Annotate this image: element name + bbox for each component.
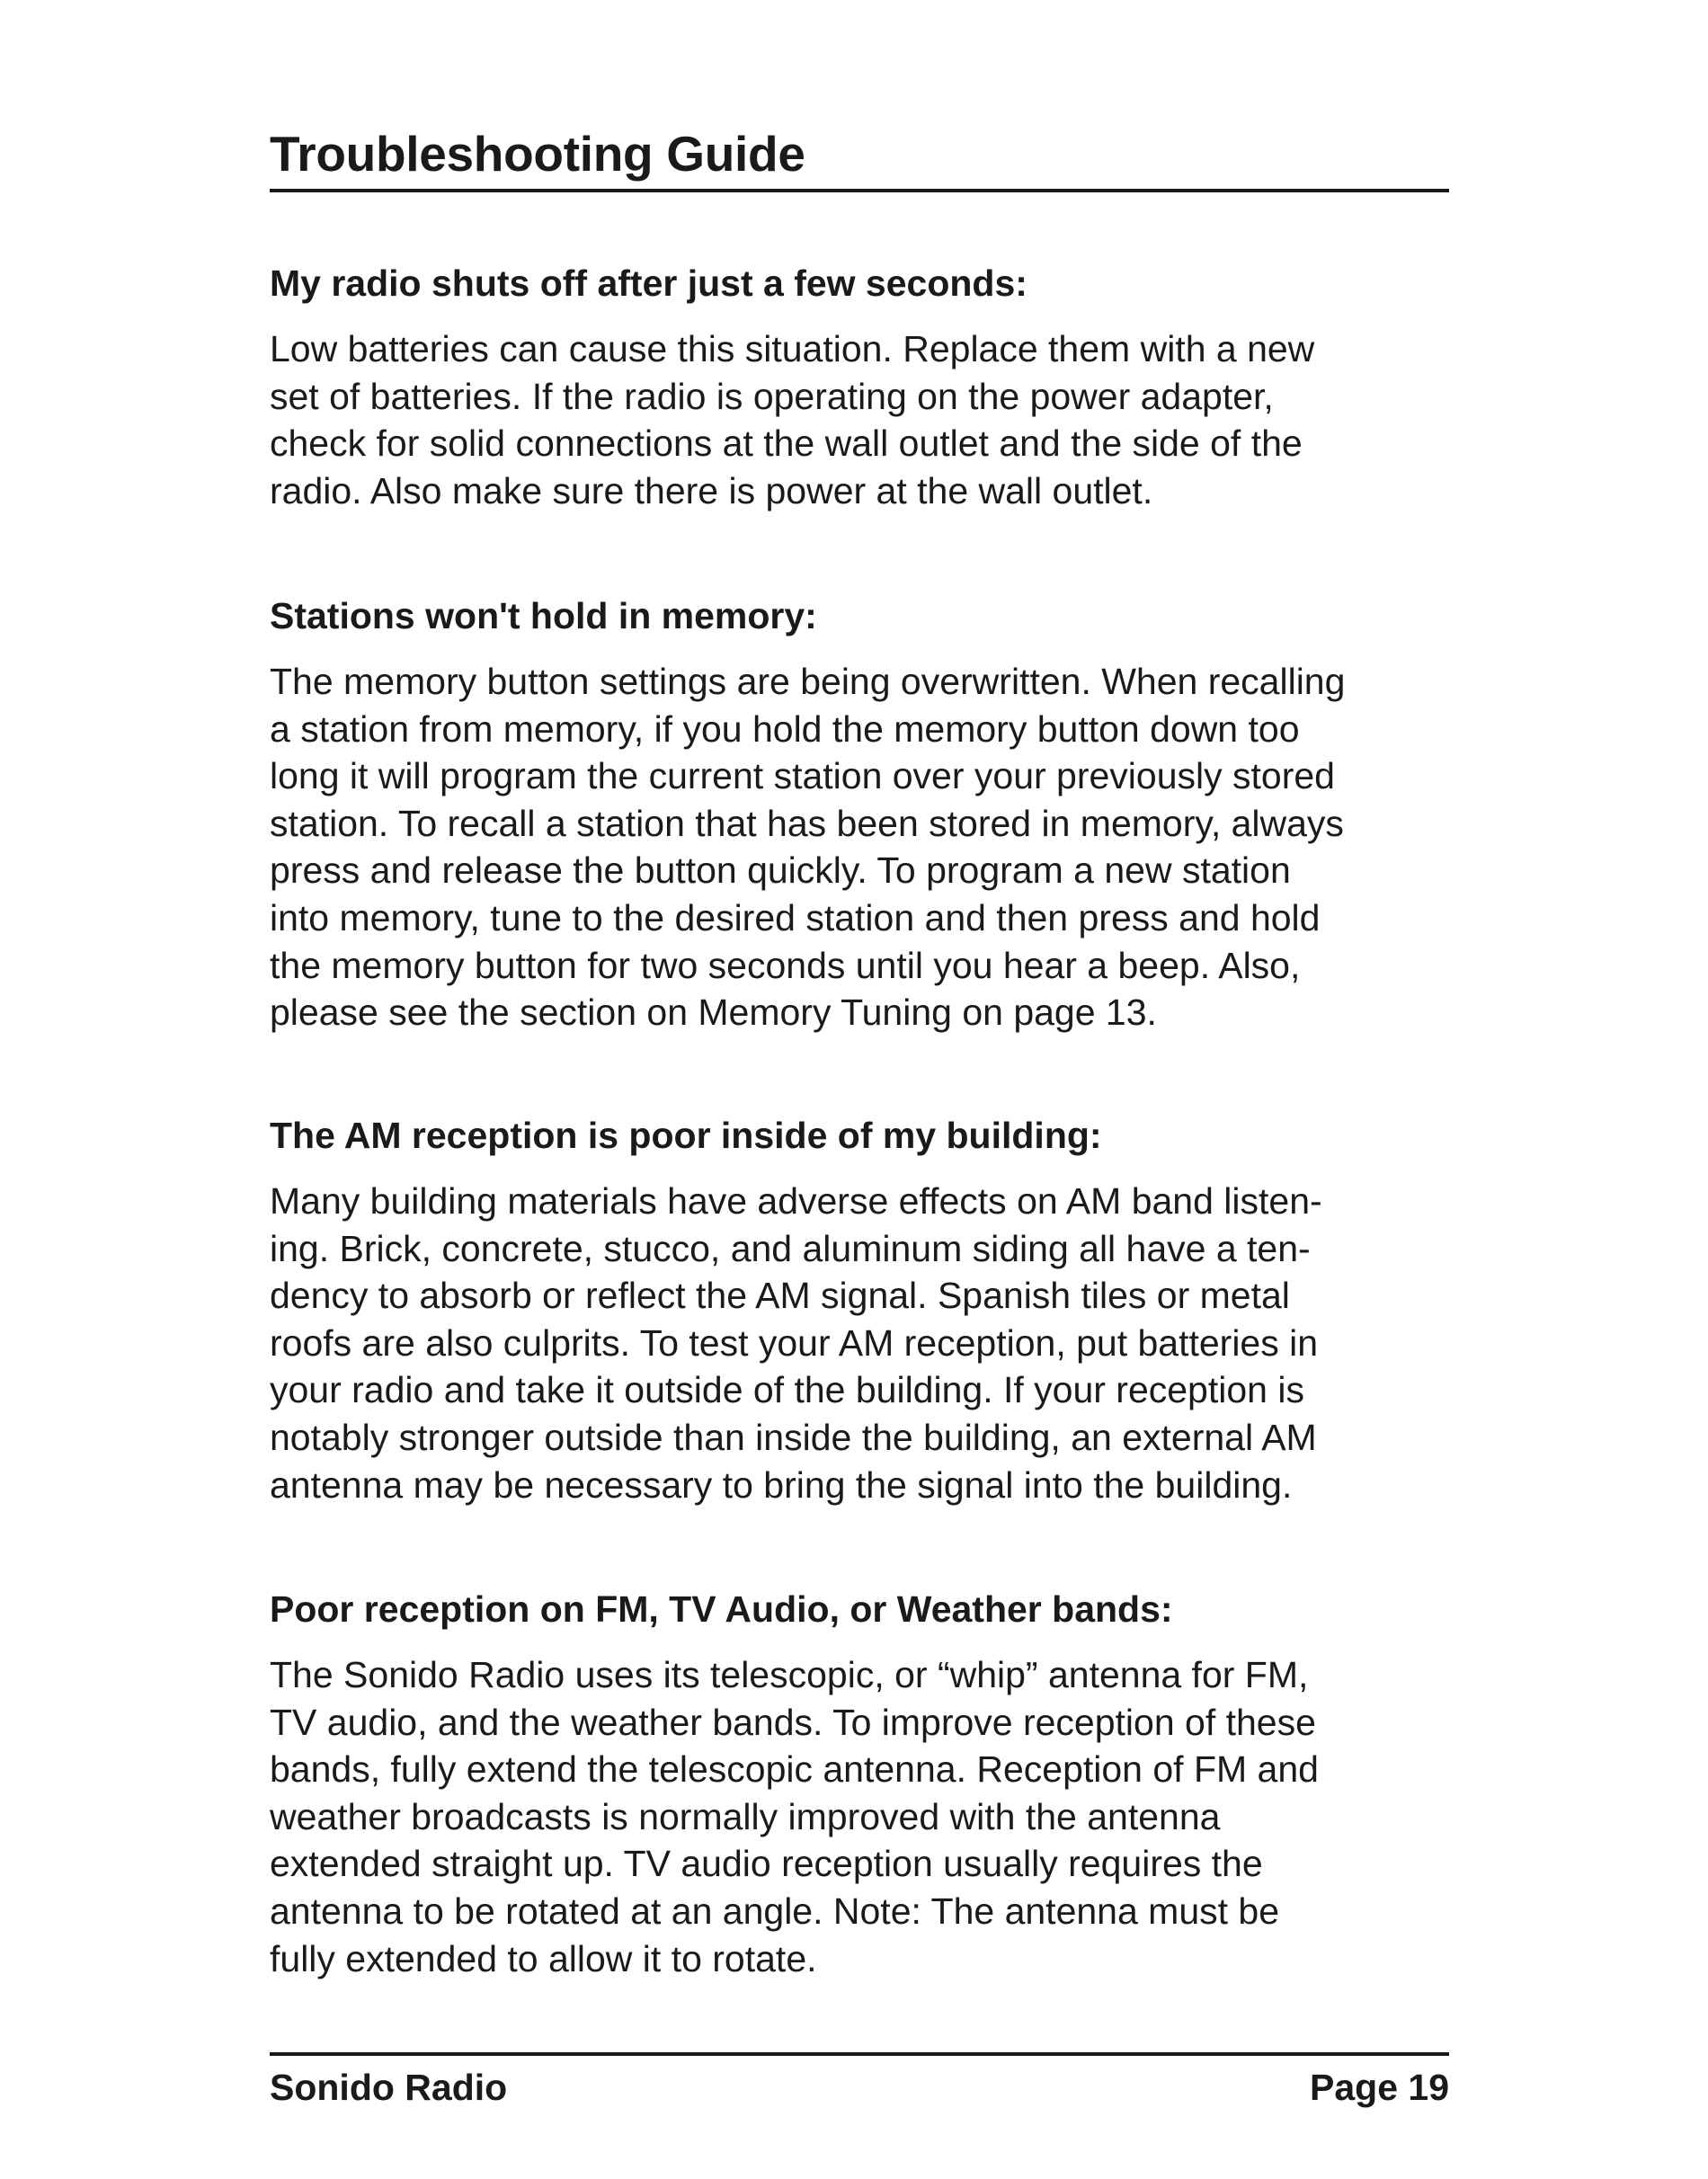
body-line: long it will program the current station over your previously stored [270,755,1335,797]
section-am-reception [270,1113,1449,1508]
footer-product-name: Sonido Radio [270,2067,508,2108]
page-footer [270,2052,1449,2119]
body-line: the memory button for two seconds until you hear a beep. Also, [270,944,1301,986]
section-body [270,325,1449,514]
body-line: antenna may be necessary to bring the signal into the building. [270,1463,1293,1506]
section-fm-tv-weather-reception [270,1587,1449,1982]
body-line: press and release the button quickly. To program a new station [270,849,1291,892]
body-line: roofs are also culprits. To test your AM reception, put batteries in [270,1321,1319,1364]
body-line: bands, fully extend the telescopic antenna. Reception of FM and [270,1748,1319,1791]
body-line: Low batteries can cause this situation. Replace them with a new [270,328,1315,369]
section-body [270,1651,1449,1982]
body-line: Many building materials have adverse effects on AM band listen- [270,1180,1322,1222]
body-line: ing. Brick, concrete, stucco, and aluminum siding all have a ten- [270,1227,1311,1269]
section-heading: Poor reception on FM, TV Audio, or Weather bands: [270,1588,1173,1630]
section-radio-shuts-off [270,261,1449,514]
manual-page [270,0,1449,2179]
body-line: station. To recall a station that has been stored in memory, always [270,802,1344,844]
body-line: please see the section on Memory Tuning on page 13. [270,992,1157,1034]
section-body [270,1178,1449,1508]
body-line: a station from memory, if you hold the memory button down too [270,707,1300,750]
body-line: The memory button settings are being overwritten. When recalling [270,661,1346,702]
body-line: antenna to be rotated at an angle. Note: The antenna must be [270,1890,1280,1932]
footer-page-number: Page 19 [1310,2067,1449,2108]
body-line: dency to absorb or reflect the AM signal. Spanish tiles or metal [270,1275,1290,1317]
body-line: your radio and take it outside of the building. If your reception is [270,1369,1304,1411]
body-line: The Sonido Radio uses its telescopic, or “whip” antenna for FM, [270,1654,1309,1695]
body-line: check for solid connections at the wall outlet and the side of the [270,422,1303,465]
body-line: extended straight up. TV audio reception usually requires the [270,1843,1263,1885]
page-title: Troubleshooting Guide [270,126,805,182]
body-line: TV audio, and the weather bands. To improve reception of these [270,1701,1316,1743]
page-header [270,122,1449,192]
body-line: fully extended to allow it to rotate. [270,1937,817,1979]
section-body [270,658,1449,1036]
section-heading: My radio shuts off after just a few seconds: [270,262,1027,304]
body-line: weather broadcasts is normally improved with the antenna [270,1795,1221,1837]
section-heading: The AM reception is poor inside of my building: [270,1115,1102,1156]
body-line: notably stronger outside than inside the building, an external AM [270,1416,1317,1458]
body-line: into memory, tune to the desired station and then press and hold [270,896,1321,938]
section-stations-memory [270,593,1449,1036]
body-line: set of batteries. If the radio is operating on the power adapter, [270,375,1274,417]
body-line: radio. Also make sure there is power at the wall outlet. [270,469,1153,511]
section-heading: Stations won't hold in memory: [270,595,817,636]
